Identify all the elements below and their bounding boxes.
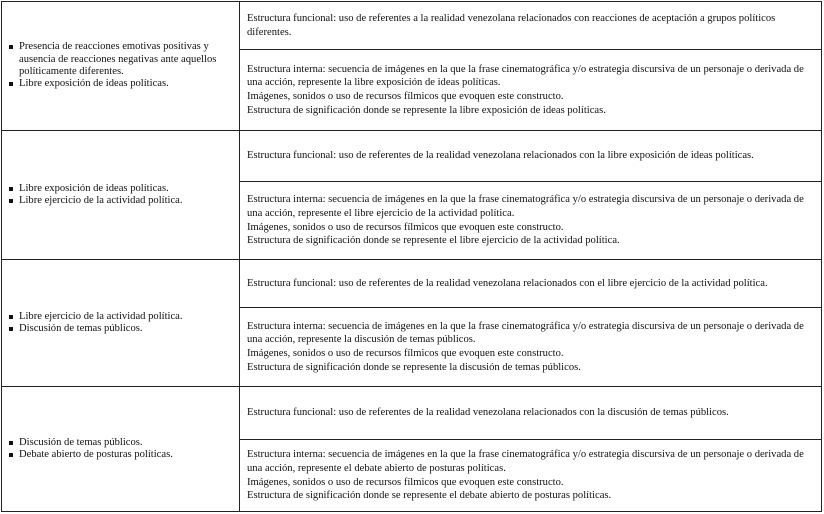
internal-line: Estructura interna: secuencia de imágenes en la que la frase cinematográfica y/o estrategia discursiva de un personaje o derivada de una acción, represente el debate abierto de posturas políticas. (247, 449, 804, 474)
internal-structure-cell (240, 439, 821, 511)
list-item: Libre exposición de ideas políticas. (8, 78, 233, 90)
internal-line: Estructura de significación donde se represente la libre exposición de ideas políticas. (247, 104, 606, 116)
internal-line: Estructura de significación donde se represente el debate abierto de posturas políticas. (247, 490, 612, 502)
functional-structure-cell (240, 387, 821, 439)
list-item: Libre ejercicio de la actividad política. (8, 195, 183, 207)
structures-cell (240, 2, 821, 130)
constructs-list (2, 311, 189, 336)
constructs-cell (2, 260, 240, 386)
constructs-cell (2, 2, 240, 130)
internal-structure-cell (240, 49, 821, 130)
table-row (2, 259, 821, 386)
internal-structure-text (247, 193, 813, 247)
constructs-table (1, 1, 822, 512)
list-item: Libre exposición de ideas políticas. (8, 183, 183, 195)
table-row (2, 130, 821, 259)
table-row (2, 386, 821, 511)
structures-cell (240, 131, 821, 259)
internal-line: Imágenes, sonidos o uso de recursos fílmicos que evoquen este constructo. (247, 221, 564, 233)
functional-structure-text: Estructura funcional: uso de referentes de la realidad venezolana relacionados con la libre exposición de ideas políticas. (247, 150, 754, 162)
internal-line: Estructura interna: secuencia de imágenes en la que la frase cinematográfica y/o estrategia discursiva de un personaje o derivada de una acción, represente la libre exposición de ideas políticas. (247, 63, 804, 89)
internal-line: Imágenes, sonidos o uso de recursos fílmicos que evoquen este constructo. (247, 91, 564, 102)
structures-cell (240, 260, 821, 386)
constructs-list (2, 41, 239, 91)
list-item: Presencia de reacciones emotivas positivas y ausencia de reacciones negativas ante aquellos políticamente diferentes. (8, 41, 233, 78)
functional-structure-cell (240, 260, 821, 307)
internal-structure-text (247, 63, 813, 117)
table-row (2, 2, 821, 130)
functional-structure-text: Estructura funcional: uso de referentes de la realidad venezolana relacionados con el libre ejercicio de la actividad política. (247, 277, 768, 289)
internal-structure-cell (240, 181, 821, 259)
list-item: Discusión de temas públicos. (8, 323, 183, 335)
structures-cell (240, 387, 821, 511)
internal-line: Imágenes, sonidos o uso de recursos fílmicos que evoquen este constructo. (247, 476, 564, 488)
list-item: Libre ejercicio de la actividad política. (8, 311, 183, 323)
functional-structure-text: Estructura funcional: uso de referentes de la realidad venezolana relacionados con la discusión de temas públicos. (247, 407, 729, 419)
constructs-cell (2, 387, 240, 511)
internal-line: Estructura interna: secuencia de imágenes en la que la frase cinematográfica y/o estrategia discursiva de un personaje o derivada de una acción, represente el libre ejercicio de la actividad política. (247, 194, 804, 219)
list-item: Debate abierto de posturas políticas. (8, 449, 173, 461)
internal-structure-cell (240, 307, 821, 386)
functional-structure-cell (240, 131, 821, 181)
constructs-list (2, 183, 189, 208)
internal-line: Estructura de significación donde se represente el libre ejercicio de la actividad política. (247, 235, 620, 247)
internal-line: Estructura interna: secuencia de imágenes en la que la frase cinematográfica y/o estrategia discursiva de un personaje o derivada de una acción, represente la discusión de temas públicos. (247, 320, 804, 346)
constructs-cell (2, 131, 240, 259)
internal-line: Estructura de significación donde se represente la discusión de temas públicos. (247, 361, 581, 373)
internal-line: Imágenes, sonidos o uso de recursos fílmicos que evoquen este constructo. (247, 348, 564, 359)
list-item: Discusión de temas públicos. (8, 437, 173, 449)
functional-structure-cell (240, 2, 821, 49)
internal-structure-text (247, 448, 813, 502)
internal-structure-text (247, 320, 813, 374)
constructs-list (2, 437, 179, 462)
functional-structure-text: Estructura funcional: uso de referentes a la realidad venezolana relacionados con reacciones de aceptación a grupos políticos diferentes. (247, 12, 776, 38)
